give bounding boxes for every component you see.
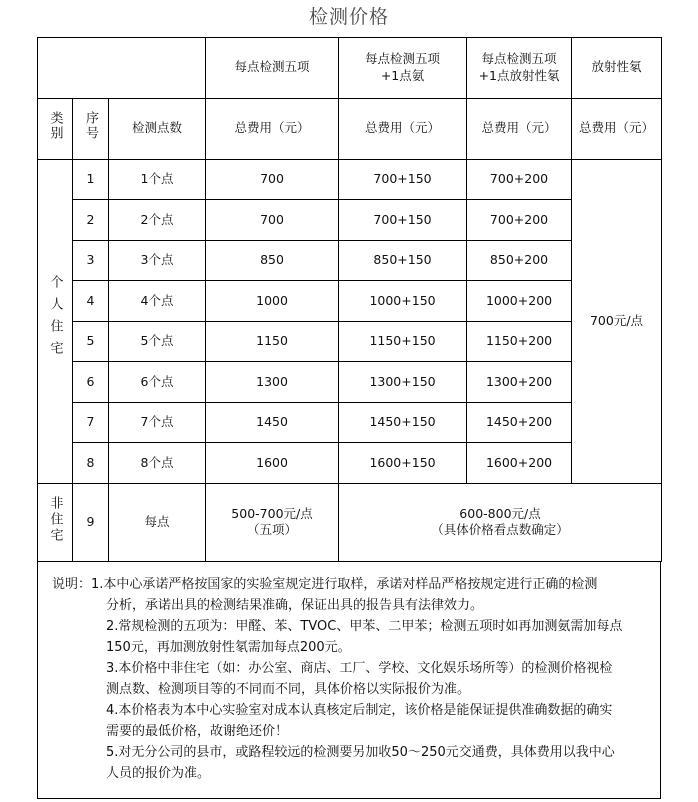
row-points: 2个点	[109, 200, 206, 241]
row-points: 7个点	[109, 402, 206, 443]
note-number: 5.	[106, 745, 119, 761]
note-text-line2: 需要的最低价格，故谢绝还价！	[106, 724, 289, 740]
header-blank-cell	[38, 37, 206, 98]
row-price-five-ammonia: 850+150	[339, 240, 467, 281]
row-points: 5个点	[109, 321, 206, 362]
header-category	[38, 98, 73, 159]
table-row	[38, 281, 662, 322]
row-price-five: 700	[206, 159, 339, 200]
header-five-plus-radon-line1: 每点检测五项	[481, 51, 557, 67]
header-index-label: 序号	[83, 111, 98, 142]
header-category-label: 类别	[47, 111, 63, 142]
header-radon: 放射性氡	[572, 37, 662, 98]
notes-label: 说明：	[52, 576, 92, 592]
table-header-sub-row	[38, 98, 662, 159]
note-number: 3.	[106, 661, 119, 677]
row-price-five-radon: 1450+200	[467, 402, 572, 443]
note-number: 2.	[106, 618, 119, 634]
row-points: 6个点	[109, 362, 206, 403]
note-text-line1: 对无分公司的县市，或路程较远的检测要另加收50～250元交通费，具体费用以我中心	[118, 745, 615, 761]
note-text-line2-wrap	[52, 679, 646, 700]
header-five-plus-radon	[467, 37, 572, 98]
row-price-five-ammonia: 1600+150	[339, 443, 467, 484]
row-price-five-ammonia: 1150+150	[339, 321, 467, 362]
group-label-residential: 个人住宅	[47, 274, 63, 363]
note-item	[52, 742, 646, 763]
row-price-five: 1150	[206, 321, 339, 362]
row-price-five: 1000	[206, 281, 339, 322]
note-text-line2-wrap	[52, 763, 646, 784]
row-price-five-radon: 700+200	[467, 159, 572, 200]
header-five-plus-ammonia-line1: 每点检测五项	[365, 51, 441, 67]
row-price-five-ammonia: 700+150	[339, 200, 467, 241]
row-price-five-ammonia: 1300+150	[339, 362, 467, 403]
note-text-line2: 人员的报价为准。	[106, 766, 211, 782]
row-price-five-ammonia: 1450+150	[339, 402, 467, 443]
radon-rate-cell: 700元/点	[572, 159, 662, 483]
table-row	[38, 240, 662, 281]
table-row-non-residential	[38, 483, 662, 561]
header-total-4: 总费用（元）	[572, 98, 662, 159]
table-row	[38, 402, 662, 443]
row-points: 4个点	[109, 281, 206, 322]
note-item	[52, 616, 646, 637]
row-price-five-radon: 1600+200	[467, 443, 572, 484]
row-price-five: 1450	[206, 402, 339, 443]
note-text-line1: 本中心承诺严格按国家的实验室规定进行取样，承诺对样品严格按规定进行正确的检测	[103, 576, 598, 592]
row-price-five-radon: 1000+200	[467, 281, 572, 322]
row-index: 3	[73, 240, 109, 281]
row-price-five	[206, 483, 339, 561]
row-price-five-radon: 1150+200	[467, 321, 572, 362]
row-index: 9	[73, 483, 109, 561]
note-text-line2-wrap	[52, 637, 646, 658]
row-index: 4	[73, 281, 109, 322]
table-row	[38, 362, 662, 403]
table-row	[38, 321, 662, 362]
note-item	[52, 574, 646, 595]
row-price-five: 700	[206, 200, 339, 241]
group-cell-non-residential	[38, 483, 73, 561]
header-total-1: 总费用（元）	[206, 98, 339, 159]
row-points: 8个点	[109, 443, 206, 484]
row-price-five-radon: 700+200	[467, 200, 572, 241]
row-price-five-ammonia: 700+150	[339, 159, 467, 200]
note-text-line1: 常规检测的五项为：甲醛、苯、TVOC、甲苯、二甲苯；检测五项时如再加测氨需加每点	[118, 618, 623, 634]
notes-section	[37, 562, 661, 799]
header-five-items: 每点检测五项	[206, 37, 339, 98]
row-price-five-ammonia: 1000+150	[339, 281, 467, 322]
note-text-line2: 分析，承诺出具的检测结果准确，保证出具的报告具有法律效力。	[106, 597, 484, 613]
price-table	[37, 37, 662, 562]
row-points: 3个点	[109, 240, 206, 281]
header-five-plus-ammonia	[339, 37, 467, 98]
header-five-plus-radon-line2: +1点放射性氡	[478, 67, 560, 83]
note-text-line1: 本价格中非住宅（如：办公室、商店、工厂、学校、文化娱乐场所等）的检测价格视检	[118, 661, 613, 677]
group-cell-residential	[38, 159, 73, 483]
row-index: 1	[73, 159, 109, 200]
row-price-rest-line2: （具体价格看点数确定）	[431, 522, 569, 538]
row-price-five-radon: 850+200	[467, 240, 572, 281]
note-number: 1.	[91, 576, 104, 592]
row-index: 7	[73, 402, 109, 443]
row-price-five: 850	[206, 240, 339, 281]
row-price-rest	[339, 483, 662, 561]
row-index: 5	[73, 321, 109, 362]
note-text-line2: 150元，再加测放射性氡需加每点200元。	[106, 640, 351, 656]
row-price-rest-line1: 600-800元/点	[459, 505, 541, 521]
note-item	[52, 658, 646, 679]
row-index: 6	[73, 362, 109, 403]
note-text-line2: 测点数、检测项目等的不同而不同，具体价格以实际报价为准。	[106, 682, 471, 698]
note-item	[52, 700, 646, 721]
note-text-line2-wrap	[52, 721, 646, 742]
header-index	[73, 98, 109, 159]
header-five-plus-ammonia-line2: +1点氨	[380, 67, 425, 83]
table-row	[38, 159, 662, 200]
table-row	[38, 443, 662, 484]
row-points: 1个点	[109, 159, 206, 200]
row-price-five-line2: （五项）	[247, 522, 298, 538]
table-row	[38, 200, 662, 241]
page-title: 检测价格	[308, 6, 389, 28]
row-price-five-radon: 1300+200	[467, 362, 572, 403]
header-points: 检测点数	[109, 98, 206, 159]
header-total-3: 总费用（元）	[467, 98, 572, 159]
table-header-top-row	[38, 37, 662, 98]
row-price-five: 1600	[206, 443, 339, 484]
row-points: 每点	[109, 483, 206, 561]
note-number: 4.	[106, 703, 119, 719]
row-price-five: 1300	[206, 362, 339, 403]
group-label-non-residential: 非住宅	[47, 495, 63, 544]
header-total-2: 总费用（元）	[339, 98, 467, 159]
row-price-five-line1: 500-700元/点	[231, 505, 313, 521]
row-index: 8	[73, 443, 109, 484]
row-index: 2	[73, 200, 109, 241]
note-text-line2-wrap	[52, 595, 646, 616]
note-text-line1: 本价格表为本中心实验室对成本认真核定后制定，该价格是能保证提供准确数据的确实	[118, 703, 613, 719]
